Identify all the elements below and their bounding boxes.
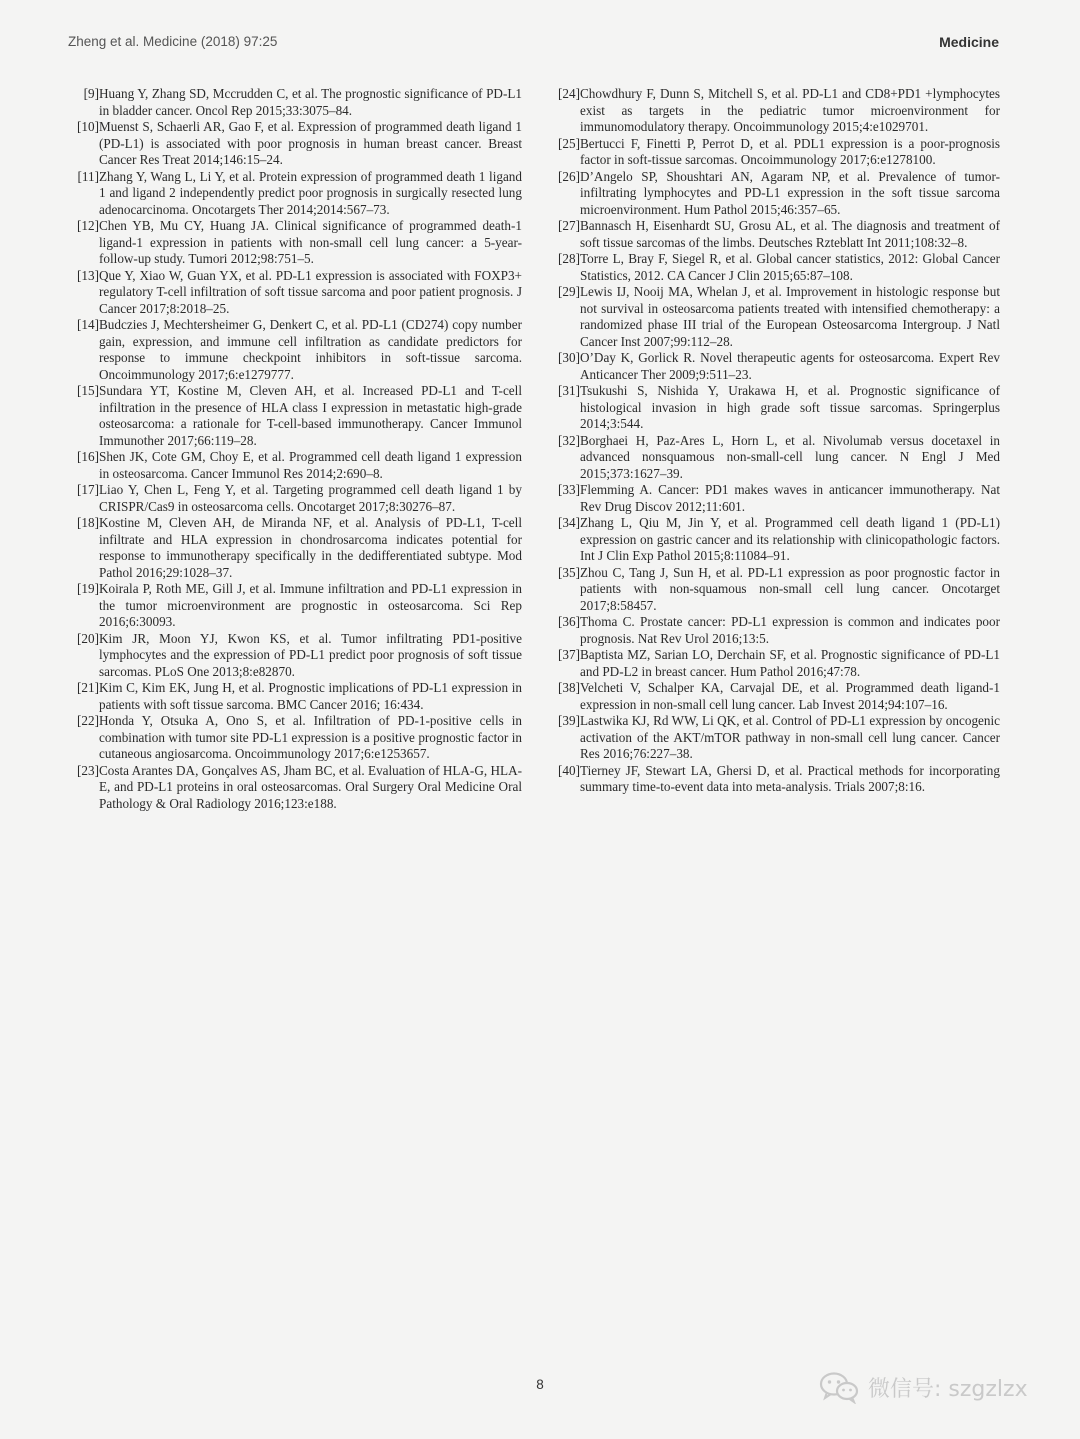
reference-entry [68, 86, 522, 119]
wechat-icon [818, 1370, 860, 1404]
watermark-text: 微信号: szgzlzx [868, 1376, 1028, 1402]
reference-number: [19] [77, 581, 99, 596]
reference-text: Lastwika KJ, Rd WW, Li QK, et al. Control of PD-L1 expression by oncogenic activation of the AKT/mTOR pathway in non-small cell lung cancer. Cancer Res 2016;76:227–38. [580, 713, 1000, 761]
reference-text: Costa Arantes DA, Gonçalves AS, Jham BC, et al. Evaluation of HLA-G, HLA-E, and PD-L1 proteins in oral osteosarcomas. Oral Surgery Oral Medicine Oral Pathology & Oral Radiology 2016;123:e188. [99, 762, 522, 811]
reference-text: Bannasch H, Eisenhardt SU, Grosu AL, et al. The diagnosis and treatment of soft tissue sarcomas of the limbs. Deutsches Rzteblatt Int 2011;108:32–8. [580, 218, 1000, 250]
reference-entry [68, 515, 522, 581]
reference-entry [68, 268, 522, 318]
reference-entry [548, 284, 1000, 350]
reference-number: [12] [77, 218, 99, 233]
reference-entry [548, 763, 1000, 796]
reference-entry [68, 763, 522, 813]
reference-number: [40] [558, 762, 580, 778]
reference-entry [68, 218, 522, 268]
reference-text: Koirala P, Roth ME, Gill J, et al. Immune infiltration and PD-L1 expression in the tumor microenvironment are prognostic in osteosarcoma. Sci Rep 2016;6:30093. [99, 581, 522, 629]
reference-entry [68, 169, 522, 219]
reference-entry [68, 449, 522, 482]
reference-number: [32] [558, 432, 580, 448]
running-header-journal: Medicine [939, 34, 999, 50]
reference-text: Flemming A. Cancer: PD1 makes waves in anticancer immunotherapy. Nat Rev Drug Discov 2012;11:601. [580, 482, 1000, 514]
reference-number: [22] [77, 713, 99, 728]
reference-text: Borghaei H, Paz-Ares L, Horn L, et al. Nivolumab versus docetaxel in advanced nonsquamous non-small-cell lung cancer. N Engl J Med 2015;373:1627–39. [580, 432, 1000, 481]
reference-number: [10] [77, 119, 99, 134]
reference-number: [31] [558, 383, 580, 398]
reference-text: Baptista MZ, Sarian LO, Derchain SF, et al. Prognostic significance of PD-L1 and PD-L2 in breast cancer. Hum Pathol 2016;47:78. [580, 647, 1000, 679]
reference-entry [548, 350, 1000, 383]
reference-entry [548, 433, 1000, 483]
reference-text: Chowdhury F, Dunn S, Mitchell S, et al. PD-L1 and CD8+PD1 +lymphocytes exist as targets in the pediatric tumor microenvironment for immunomodulatory therapy. Oncoimmunology 2015;4:e1029701. [580, 86, 1000, 134]
reference-entry [68, 631, 522, 681]
reference-text: Tsukushi S, Nishida Y, Urakawa H, et al. Prognostic significance of histological invasion in high grade soft tissue sarcomas. Springerplus 2014;3:544. [580, 383, 1000, 431]
reference-entry [68, 680, 522, 713]
references-right-column [548, 86, 1000, 796]
reference-text: Kim C, Kim EK, Jung H, et al. Prognostic implications of PD-L1 expression in patients with soft tissue sarcoma. BMC Cancer 2016; 16:434. [99, 680, 522, 712]
running-header-citation: Zheng et al. Medicine (2018) 97:25 [68, 34, 278, 49]
reference-entry [68, 383, 522, 449]
reference-text: Velcheti V, Schalper KA, Carvajal DE, et al. Programmed death ligand-1 expression in non-small cell lung cancer. Lab Invest 2014;94:107–16. [580, 680, 1000, 712]
reference-text: Sundara YT, Kostine M, Cleven AH, et al. Increased PD-L1 and T-cell infiltration in the presence of HLA class I expression in metastatic high-grade osteosarcoma: a rationale for T-cell-based immunotherapy. Cancer Immunol Immunother 2017;66:119–28. [99, 383, 522, 448]
reference-entry [548, 680, 1000, 713]
reference-number: [29] [558, 284, 580, 299]
reference-entry [548, 647, 1000, 680]
reference-text: Liao Y, Chen L, Feng Y, et al. Targeting programmed cell death ligand 1 by CRISPR/Cas9 in osteosarcoma cells. Oncotarget 2017;8:30276–87. [99, 482, 522, 514]
reference-entry [548, 383, 1000, 433]
reference-entry [548, 169, 1000, 219]
reference-entry [548, 482, 1000, 515]
reference-entry [548, 565, 1000, 615]
reference-number: [34] [558, 515, 580, 530]
reference-entry [68, 713, 522, 763]
reference-entry [548, 136, 1000, 169]
reference-text: Huang Y, Zhang SD, Mccrudden C, et al. The prognostic significance of PD-L1 in bladder cancer. Oncol Rep 2015;33:3075–84. [99, 86, 522, 118]
reference-number: [11] [77, 168, 99, 184]
reference-text: Budczies J, Mechtersheimer G, Denkert C, et al. PD-L1 (CD274) copy number gain, expression, and immune cell infiltration as candidate predictors for response to immune checkpoint inhibitors in soft-tissue sarcoma. Oncoimmunology 2017;6:e1279777. [99, 317, 522, 382]
reference-number: [33] [558, 482, 580, 497]
reference-text: Thoma C. Prostate cancer: PD-L1 expression is common and indicates poor prognosis. Nat Rev Urol 2016;13:5. [580, 614, 1000, 646]
reference-number: [17] [77, 482, 99, 497]
reference-number: [16] [77, 449, 99, 464]
reference-number: [15] [77, 383, 99, 398]
reference-number: [36] [558, 614, 580, 629]
reference-text: Shen JK, Cote GM, Choy E, et al. Programmed cell death ligand 1 expression in osteosarcoma. Cancer Immunol Res 2014;2:690–8. [99, 449, 522, 481]
reference-text: Kostine M, Cleven AH, de Miranda NF, et al. Analysis of PD-L1, T-cell infiltrate and HLA expression in chondrosarcoma indicates potential for response to immunotherapy specifically in the dedifferentiated subtype. Mod Pathol 2016;29:1028–37. [99, 515, 522, 580]
reference-text: Torre L, Bray F, Siegel R, et al. Global cancer statistics, 2012: Global Cancer Statistics, 2012. CA Cancer J Clin 2015;65:87–108. [580, 251, 1000, 283]
reference-number: [37] [558, 647, 580, 662]
reference-number: [18] [77, 515, 99, 530]
reference-number: [13] [77, 267, 99, 283]
reference-text: Kim JR, Moon YJ, Kwon KS, et al. Tumor infiltrating PD1-positive lymphocytes and the expression of PD-L1 predict poor prognosis of soft tissue sarcomas. PLoS One 2013;8:e82870. [99, 630, 522, 679]
reference-number: [26] [558, 168, 580, 184]
reference-number: [25] [558, 135, 580, 151]
reference-number: [38] [558, 680, 580, 695]
reference-text: Lewis IJ, Nooij MA, Whelan J, et al. Improvement in histologic response but not survival in osteosarcoma patients treated with intensified chemotherapy: a randomized phase III trial of the European Osteosarcoma Intergroup. J Natl Cancer Inst 2007;99:112–28. [580, 284, 1000, 349]
reference-number: [39] [558, 713, 580, 728]
reference-number: [20] [77, 630, 99, 646]
watermark [818, 1370, 1028, 1404]
reference-text: Zhang L, Qiu M, Jin Y, et al. Programmed cell death ligand 1 (PD-L1) expression on gastric cancer and its relationship with clinicopathologic factors. Int J Clin Exp Pathol 2015;8:11084–91. [580, 515, 1000, 563]
page-number: 8 [536, 1377, 544, 1392]
reference-number: [35] [558, 564, 580, 580]
reference-entry [548, 218, 1000, 251]
reference-text: Bertucci F, Finetti P, Perrot D, et al. PDL1 expression is a poor-prognosis factor in soft-tissue sarcomas. Oncoimmunology 2017;6:e1278100. [580, 135, 1000, 167]
reference-number: [9] [83, 86, 99, 101]
reference-entry [68, 581, 522, 631]
reference-text: Zhang Y, Wang L, Li Y, et al. Protein expression of programmed death 1 ligand 1 and ligand 2 independently predict poor prognosis in surgically resected lung adenocarcinoma. Oncotargets Ther 2014;2014:567–73. [99, 168, 522, 217]
reference-entry [548, 614, 1000, 647]
reference-text: Tierney JF, Stewart LA, Ghersi D, et al. Practical methods for incorporating summary time-to-event data into meta-analysis. Trials 2007;8:16. [580, 762, 1000, 794]
reference-entry [68, 482, 522, 515]
reference-number: [27] [558, 218, 580, 233]
reference-text: Chen YB, Mu CY, Huang JA. Clinical significance of programmed death-1 ligand-1 expression in patients with non-small cell lung cancer: a 5-year-follow-up study. Tumori 2012;98:751–5. [99, 218, 522, 266]
reference-entry [548, 713, 1000, 763]
reference-number: [30] [558, 350, 580, 365]
reference-number: [21] [77, 680, 99, 695]
reference-number: [24] [558, 86, 580, 101]
reference-entry [68, 119, 522, 169]
reference-entry [548, 86, 1000, 136]
reference-text: Muenst S, Schaerli AR, Gao F, et al. Expression of programmed death ligand 1 (PD-L1) is associated with poor prognosis in human breast cancer. Breast Cancer Res Treat 2014;146:15–24. [99, 119, 522, 167]
reference-entry [68, 317, 522, 383]
reference-entry [548, 515, 1000, 565]
reference-entry [548, 251, 1000, 284]
references-left-column [68, 86, 522, 812]
reference-text: O’Day K, Gorlick R. Novel therapeutic agents for osteosarcoma. Expert Rev Anticancer Ther 2009;9:511–23. [580, 350, 1000, 382]
reference-number: [23] [77, 762, 99, 778]
reference-text: Que Y, Xiao W, Guan YX, et al. PD-L1 expression is associated with FOXP3+ regulatory T-cell infiltration of soft tissue sarcoma and poor patient prognosis. J Cancer 2017;8:2018–25. [99, 267, 522, 316]
reference-number: [14] [77, 317, 99, 332]
reference-text: D’Angelo SP, Shoushtari AN, Agaram NP, et al. Prevalence of tumor-infiltrating lymphocytes and PD-L1 expression in the soft tissue sarcoma microenvironment. Hum Pathol 2015;46:357–65. [580, 168, 1000, 217]
reference-text: Zhou C, Tang J, Sun H, et al. PD-L1 expression as poor prognostic factor in patients with non-squamous non-small cell lung cancer. Oncotarget 2017;8:58457. [580, 564, 1000, 613]
reference-text: Honda Y, Otsuka A, Ono S, et al. Infiltration of PD-1-positive cells in combination with tumor site PD-L1 expression is a positive prognostic factor in cutaneous angiosarcoma. Oncoimmunology 2017;6:e1253657. [99, 713, 522, 761]
reference-number: [28] [558, 251, 580, 266]
